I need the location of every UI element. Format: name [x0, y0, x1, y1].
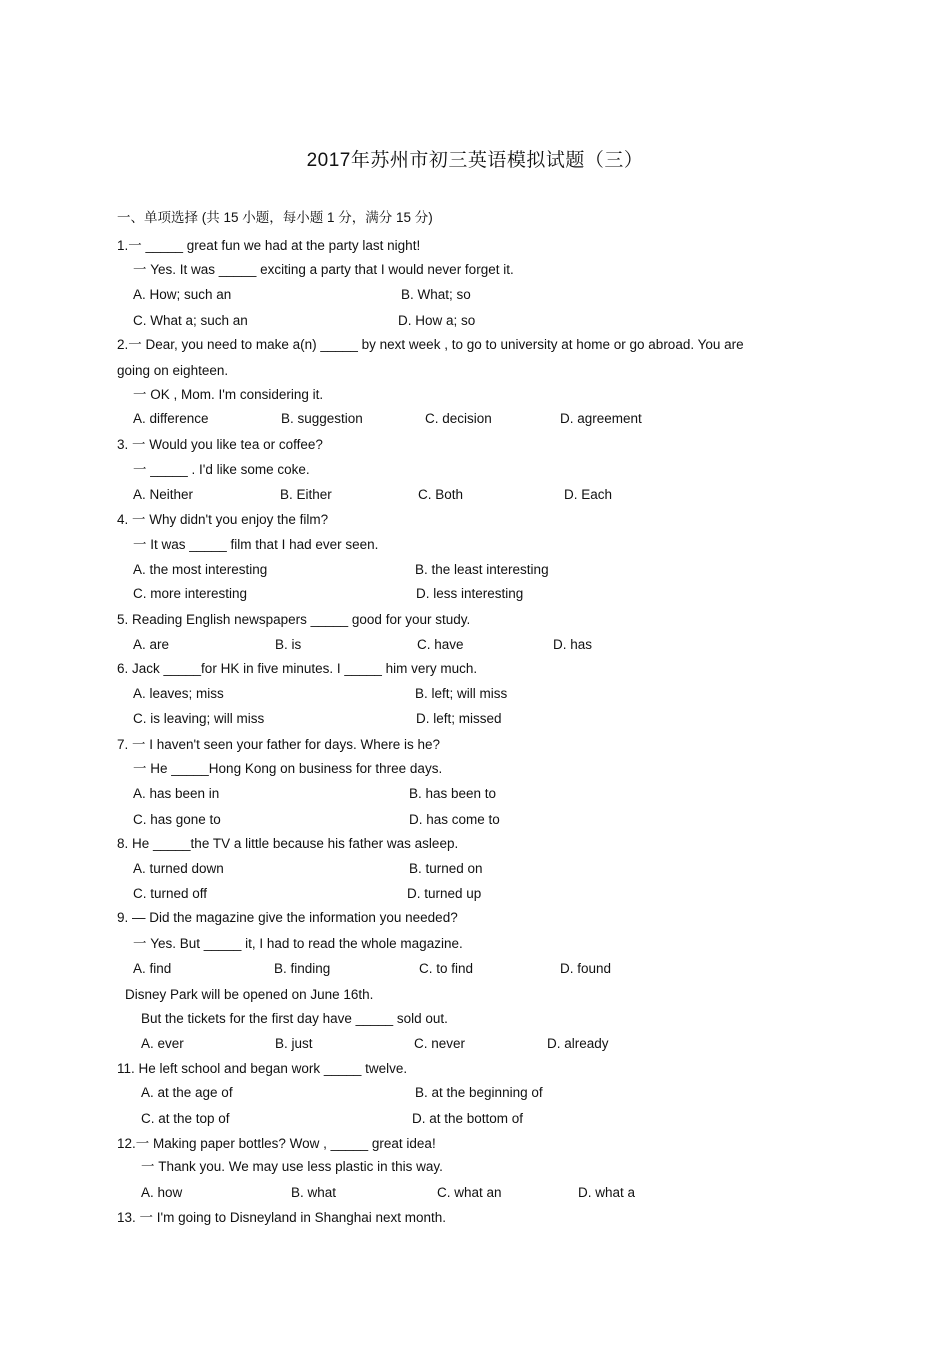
q10-option-d: D. already: [547, 1036, 609, 1051]
q7-stem: 7. 一 I haven't seen your father for days. Where is he?: [117, 737, 440, 752]
q2-option-d: D. agreement: [560, 411, 642, 426]
q1-option-c: C. What a; such an: [133, 313, 248, 328]
q8-option-c: C. turned off: [133, 886, 208, 901]
q8-option-b: B. turned on: [409, 861, 483, 876]
q9-option-d: D. found: [560, 961, 612, 976]
q1-option-b: B. What; so: [401, 287, 471, 302]
q2-option-c: C. decision: [425, 411, 492, 426]
q1-option-a: A. How; such an: [133, 287, 232, 302]
q6-option-b: B. left; will miss: [415, 686, 508, 701]
q11-option-a: A. at the age of: [141, 1085, 233, 1100]
section-header: 一、单项选择 (共 15 小题，每小题 1 分，满分 15 分): [117, 210, 433, 225]
q1-stem: 1.一 _____ great fun we had at the party last night!: [117, 238, 421, 253]
q6-stem: 6. Jack _____for HK in five minutes. I _____ him very much.: [117, 661, 478, 676]
q4-option-d: D. less interesting: [416, 586, 524, 601]
q5-stem: 5. Reading English newspapers _____ good for your study.: [117, 612, 471, 627]
q1-option-d: D. How a; so: [398, 313, 476, 328]
q3-reply: 一 _____ . I'd like some coke.: [133, 462, 310, 477]
q8-stem: 8. He _____the TV a little because his father was asleep.: [117, 836, 459, 851]
q7-option-d: D. has come to: [409, 812, 500, 827]
q9-option-a: A. find: [133, 961, 172, 976]
q3-option-b: B. Either: [280, 487, 332, 502]
q10-option-b: B. just: [275, 1036, 313, 1051]
q3-option-d: D. Each: [564, 487, 613, 502]
q4-reply: 一 It was _____ film that I had ever seen.: [133, 537, 379, 552]
q3-option-c: C. Both: [418, 487, 464, 502]
q6-option-a: A. leaves; miss: [133, 686, 224, 701]
q12-reply: 一 Thank you. We may use less plastic in this way.: [141, 1159, 443, 1174]
q2-stem-cont: going on eighteen.: [117, 363, 229, 378]
q5-option-d: D. has: [553, 637, 593, 652]
q7-option-a: A. has been in: [133, 786, 220, 801]
q6-option-d: D. left; missed: [416, 711, 502, 726]
q11-option-d: D. at the bottom of: [412, 1111, 524, 1126]
q3-stem: 3. 一 Would you like tea or coffee?: [117, 437, 323, 452]
q8-option-d: D. turned up: [407, 886, 482, 901]
q12-option-b: B. what: [291, 1185, 337, 1200]
q1-reply: 一 Yes. It was _____ exciting a party that I would never forget it.: [133, 262, 514, 277]
q2-option-a: A. difference: [133, 411, 209, 426]
q4-option-b: B. the least interesting: [415, 562, 549, 577]
q2-reply: 一 OK , Mom. I'm considering it.: [133, 387, 324, 402]
q12-option-c: C. what an: [437, 1185, 502, 1200]
q12-stem: 12.一 Making paper bottles? Wow , _____ great idea!: [117, 1136, 436, 1151]
q7-option-b: B. has been to: [409, 786, 497, 801]
q11-option-b: B. at the beginning of: [415, 1085, 543, 1100]
q8-option-a: A. turned down: [133, 861, 224, 876]
q10-stem: Disney Park will be opened on June 16th.: [125, 987, 374, 1002]
q12-option-a: A. how: [141, 1185, 183, 1200]
q13-stem: 13. 一 I'm going to Disneyland in Shanghai next month.: [117, 1210, 447, 1225]
q7-reply: 一 He _____Hong Kong on business for three days.: [133, 761, 443, 776]
page-title: 2017年苏州市初三英语模拟试题（三）: [306, 150, 644, 171]
q9-stem: 9. — Did the magazine give the information you needed?: [117, 910, 458, 925]
q10-option-a: A. ever: [141, 1036, 184, 1051]
q3-option-a: A. Neither: [133, 487, 194, 502]
q9-reply: 一 Yes. But _____ it, I had to read the whole magazine.: [133, 936, 463, 951]
q9-option-c: C. to find: [419, 961, 474, 976]
q11-stem: 11. He left school and began work _____ twelve.: [117, 1061, 408, 1076]
q5-option-a: A. are: [133, 637, 170, 652]
q6-option-c: C. is leaving; will miss: [133, 711, 265, 726]
q4-stem: 4. 一 Why didn't you enjoy the film?: [117, 512, 329, 527]
q11-option-c: C. at the top of: [141, 1111, 230, 1126]
q10-option-c: C. never: [414, 1036, 466, 1051]
q2-stem: 2.一 Dear, you need to make a(n) _____ by next week , to go to university at home or go abroad. You are: [117, 337, 744, 352]
q4-option-a: A. the most interesting: [133, 562, 268, 577]
q12-option-d: D. what a: [578, 1185, 636, 1200]
q5-option-c: C. have: [417, 637, 464, 652]
q9-option-b: B. finding: [274, 961, 331, 976]
q2-option-b: B. suggestion: [281, 411, 363, 426]
q5-option-b: B. is: [275, 637, 302, 652]
q4-option-c: C. more interesting: [133, 586, 248, 601]
q10-reply: But the tickets for the first day have _____ sold out.: [141, 1011, 448, 1026]
q7-option-c: C. has gone to: [133, 812, 221, 827]
